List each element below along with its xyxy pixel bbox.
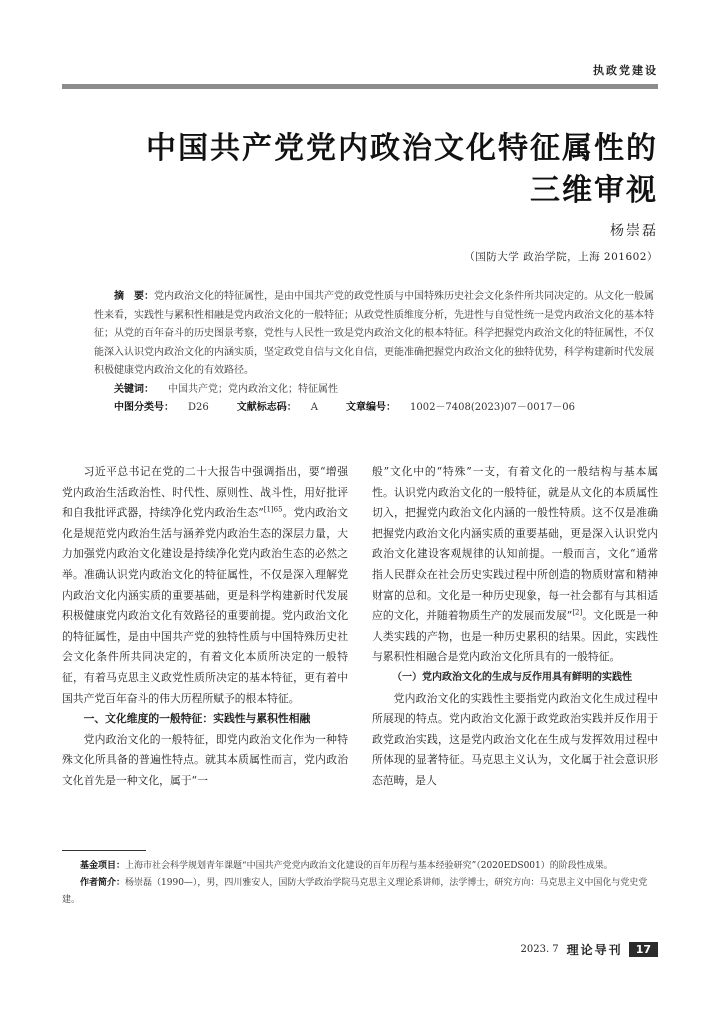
page-number: 17: [629, 942, 658, 957]
citation-2: [2]: [572, 608, 583, 617]
abstract: [94, 288, 654, 381]
fund-note: 基金项目：上海市社会科学规划青年课题“中国共产党党内政治文化建设的百年历程与基本经验研究”（2020EDS001）的阶段性成果。: [80, 861, 613, 871]
left-column: [62, 462, 348, 832]
paragraph-practicality: 党内政治文化的实践性主要指党内政治文化生成过程中所展现的特点。党内政治文化源于政党政治实践并反作用于政党政治实践，这是党内政治文化在生成与发挥效用过程中所体现的显著特征。马克思主义认为，文化属于社会意识形态范畴，是人: [372, 691, 658, 787]
keywords-label: 关键词：: [114, 383, 154, 395]
section-tag: 执政党建设: [593, 64, 658, 77]
author-bio: 作者简介：杨崇磊（1990—），男，四川雅安人，国防大学政治学院马克思主义理论系讲师，法学博士，研究方向：马克思主义中国化与党史党建。: [62, 878, 648, 905]
subsection-heading-1: （一）党内政治文化的生成与反作用具有鲜明的实践性: [392, 671, 632, 683]
keywords: 中国共产党；党内政治文化；特征属性: [168, 383, 338, 395]
paragraph-culture: 般”文化中的“特殊”一支，有着文化的一般结构与基本属性。认识党内政治文化的一般特征，就是从文化的本质属性切入，把握党内政治文化内涵的一般性特质。这不仅是准确把握党内政治文化内涵实质的重要基础，更是深入认识党内政治文化建设客观规律的认知前提。一般而言，文化“通常指人民群众在社会历史实践过程中所创造的物质财富和精神财富的总和。文化是一种历史现象，每一社会都有与其相适应的文化，并随着物质生产的发展而发展”[2]。文化既是一种人类实践的产物，也是一种历史累积的结果。因此，实践性与累积性相融合是党内政治文化所具有的一般特征。: [372, 465, 658, 664]
author-affiliation: （国防大学 政治学院，上海 201602）: [464, 251, 658, 263]
doc-code-label: 文献标志码：: [236, 402, 297, 413]
abstract-label: 摘 要：: [114, 291, 154, 302]
header-rule: [62, 84, 658, 89]
abstract-block: [94, 288, 654, 418]
article-no-label: 文章编号：: [345, 402, 396, 413]
footnotes: [62, 858, 658, 909]
footnote-rule: [62, 850, 146, 851]
article-no-value: 1002－7408(2023)07－0017－06: [409, 402, 576, 413]
title-line-1: 中国共产党党内政治文化特征属性的: [146, 131, 658, 166]
clc-label: 中图分类号：: [114, 402, 174, 413]
page-footer: [521, 940, 659, 958]
doc-code-value: A: [310, 402, 318, 413]
keywords-line: [94, 381, 654, 400]
paragraph-general-feature: 党内政治文化的一般特征，即党内政治文化作为一种特殊文化所具备的普遍性特点。就其本质属性而言，党内政治文化首先是一种文化，属于“一: [62, 732, 348, 787]
article-title: [146, 128, 658, 212]
title-line-2: 三维审视: [530, 173, 658, 208]
section-heading-1: 一、文化维度的一般特征：实践性与累积性相融: [83, 712, 311, 726]
right-column: [372, 462, 658, 832]
author-name: 杨崇磊: [610, 223, 658, 239]
issue-date: 2023. 7: [520, 943, 559, 955]
abstract-text: 党内政治文化的特征属性，是由中国共产党的政党性质与中国特殊历史社会文化条件所共同决定的。从文化一般属性来看，实践性与累积性相融是党内政治文化的一般特征；从政党性质维度分析，先进性与自觉性统一是党内政治文化的基本特征；从党的百年奋斗的历史图景考察，党性与人民性一致是党内政治文化的根本特征。科学把握党内政治文化的特征属性，不仅能深入认识党内政治文化的内涵实质，坚定政党自信与文化自信，更能准确把握党内政治文化的独特优势，科学构建新时代发展积极健康党内政治文化的有效路径。: [94, 291, 654, 376]
paragraph-intro: 习近平总书记在党的二十大报告中强调指出，要“增强党内政治生活政治性、时代性、原则性、战斗性，用好批评和自我批评武器，持续净化党内政治生态”$^{[1]65}$。党内政治文化是规范党内政治生活与涵养党内政治生态的深层力量，大力加强党内政治文化建设是持续净化党内政治生态的必然之举。准确认识党内政治文化的特征属性，不仅是深入理解党内政治文化内涵实质的重要基础，更是科学构建新时代发展积极健康党内政治文化有效路径的重要前提。党内政治文化的特征属性，是由中国共产党的独特性质与中国特殊历史社会文化条件所共同决定的，有着文化本质所决定的一般特征，有着马克思主义政党性质所决定的基本特征，更有着中国共产党百年奋斗的伟大历程所赋予的根本特征。: [62, 465, 348, 705]
clc-value: D26: [188, 402, 209, 413]
journal-name: 理论导刊: [566, 942, 623, 957]
body-columns: [62, 462, 658, 832]
citation-1: [1]65: [263, 505, 283, 514]
classification-line: [94, 399, 654, 418]
